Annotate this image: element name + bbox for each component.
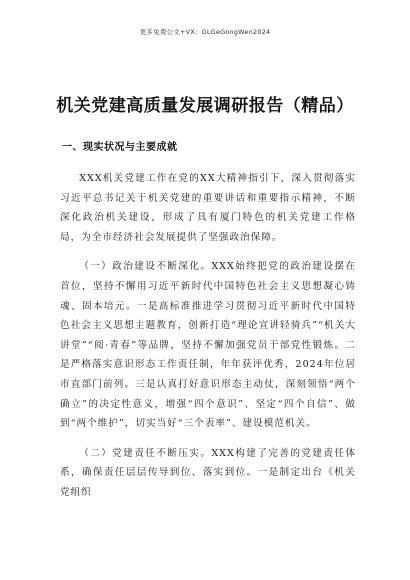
paragraph-party-responsibility: （二）党建责任不断压实。XXX构建了完善的党建责任体系，确保责任层层传导到位、落实到位。一是制定出台《机关党组织 — [60, 447, 356, 498]
paragraph-intro: XXX机关党建工作在党的XX大精神指引下，深入贯彻落实习近平总书记关于机关党建的重要讲话和重要指示精神，不断深化政治机关建设，形成了具有厦门特色的机关党建工作格局，为全市经济社会发展提供了坚强政治保障。 — [60, 173, 356, 243]
section-heading: 一、现实状况与主要成就 — [62, 142, 178, 153]
paragraph-political-building: （一）政治建设不断深化。XXX始终把党的政治建设摆在首位，坚持不懈用习近平新时代中国特色社会主义思想凝心铸魂、固本培元。一是高标准推进学习贯彻习近平新时代中国特色社会主义思想主题教育，创新打造“理论宣讲轻骑兵”“机关大讲堂”“阅·青春”等品牌，坚持不懈加强党员干部党性锻炼。二是严格落实意识形态工作责任制，年年获评优秀，2024年位居市直部门前列。三是认真打好意识形态主动仗，深刻领悟“两个确立”的决定性意义，增强“四个意识”、坚定“四个自信”、做到“两个维护”，切实当好“三个表率”、建设模范机关。 — [60, 261, 356, 430]
document-body — [60, 138, 356, 513]
document-title: 机关党建高质量发展调研报告（精品） — [56, 96, 354, 116]
header-note: 更多免费公文+VX：GLGeGongWen2024 — [139, 28, 271, 36]
